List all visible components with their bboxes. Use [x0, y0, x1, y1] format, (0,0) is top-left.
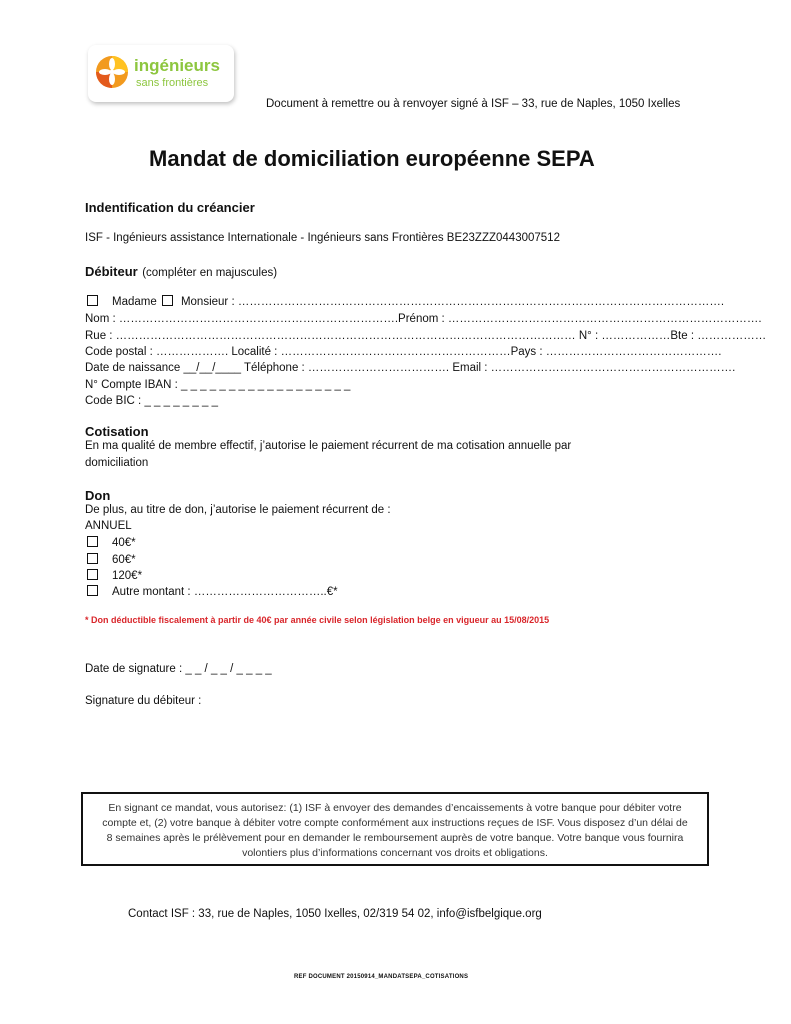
- don-option-60[interactable]: [87, 553, 136, 566]
- don-option-autre-checkbox[interactable]: [87, 585, 98, 596]
- don-option-120-checkbox[interactable]: [87, 569, 98, 580]
- nom-prenom-field[interactable]: Nom : ……………………………………………………………….Prénom : ……………………………………………………………………….: [85, 313, 762, 325]
- cotisation-line1: En ma qualité de membre effectif, j’autorise le paiement récurrent de ma cotisation annuelle par: [85, 440, 572, 452]
- contact-line: Contact ISF : 33, rue de Naples, 1050 Ixelles, 02/319 54 02, info@isfbelgique.org: [128, 908, 542, 920]
- debtor-title-row: [87, 295, 724, 308]
- don-option-60-checkbox[interactable]: [87, 553, 98, 564]
- creditor-heading: Indentification du créancier: [85, 200, 255, 215]
- header-note: Document à remettre ou à renvoyer signé à ISF – 33, rue de Naples, 1050 Ixelles: [266, 98, 681, 110]
- don-option-autre[interactable]: [87, 585, 338, 598]
- code-postal-field[interactable]: Code postal : ………………. Localité : ……………………………………………………Pays : ……………………………………….: [85, 346, 722, 358]
- don-option-60-label: 60€*: [112, 554, 136, 566]
- isf-logo: [92, 48, 232, 100]
- document-reference: REF DOCUMENT 20150914_MANDATSEPA_COTISATIONS: [294, 974, 469, 980]
- bic-field[interactable]: Code BIC : _ _ _ _ _ _ _ _: [85, 395, 218, 407]
- mandate-notice-box: En signant ce mandat, vous autorisez: (1) ISF à envoyer des demandes d’encaissements à votre banque pour débiter votre compte et, (2) votre banque à débiter votre compte conformément aux instructions reçues de ISF. Vous disposez d’un délai de 8 semaines après le prélèvement pour en demander le remboursement auprès de votre banque. Votre banque vous fournira volontiers plus d’informations concernant vos droits et obligations.: [81, 792, 709, 866]
- signature-date-field[interactable]: Date de signature : _ _ / _ _ / _ _ _ _: [85, 663, 272, 675]
- creditor-text: ISF - Ingénieurs assistance Internationale - Ingénieurs sans Frontières BE23ZZZ0443007512: [85, 232, 560, 244]
- don-heading: Don: [85, 488, 111, 503]
- cotisation-heading: Cotisation: [85, 424, 149, 439]
- debtor-heading-row: [85, 263, 277, 281]
- debtor-heading: Débiteur: [85, 264, 138, 279]
- page-title: Mandat de domiciliation européenne SEPA: [149, 146, 595, 171]
- monsieur-field[interactable]: Monsieur : ……………………………………………………………………………………………………………….: [180, 296, 725, 308]
- rue-field[interactable]: Rue : ………………………………………………………………………………………………………… N° : ………………Bte : ………………: [85, 330, 767, 342]
- cotisation-line2: domiciliation: [85, 457, 149, 469]
- debtor-heading-note: (compléter en majuscules): [142, 267, 278, 279]
- don-option-120[interactable]: [87, 569, 142, 582]
- logo-text-sub: sans frontières: [136, 77, 209, 89]
- don-option-autre-field[interactable]: Autre montant : ……………………………..€*: [112, 586, 338, 598]
- madame-checkbox[interactable]: [87, 295, 98, 306]
- don-option-40-checkbox[interactable]: [87, 536, 98, 547]
- don-option-40-label: 40€*: [112, 537, 136, 549]
- date-naissance-field[interactable]: Date de naissance __/__/____ Téléphone : ………………………………. Email : ……………………………………………………….: [85, 362, 736, 374]
- iban-field[interactable]: N° Compte IBAN : _ _ _ _ _ _ _ _ _ _ _ _ _ _ _ _ _ _: [85, 379, 351, 391]
- signature-debtor-field[interactable]: Signature du débiteur :: [85, 695, 202, 707]
- logo-text-main: ingénieurs: [134, 56, 220, 75]
- don-footnote: * Don déductible fiscalement à partir de 40€ par année civile selon législation belge en vigueur au 15/08/2015: [85, 615, 550, 625]
- monsieur-checkbox[interactable]: [162, 295, 173, 306]
- don-intro: De plus, au titre de don, j’autorise le paiement récurrent de :: [85, 504, 391, 516]
- don-option-40[interactable]: [87, 536, 136, 549]
- don-period: ANNUEL: [85, 520, 132, 532]
- don-option-120-label: 120€*: [112, 570, 143, 582]
- madame-label: Madame: [112, 296, 157, 308]
